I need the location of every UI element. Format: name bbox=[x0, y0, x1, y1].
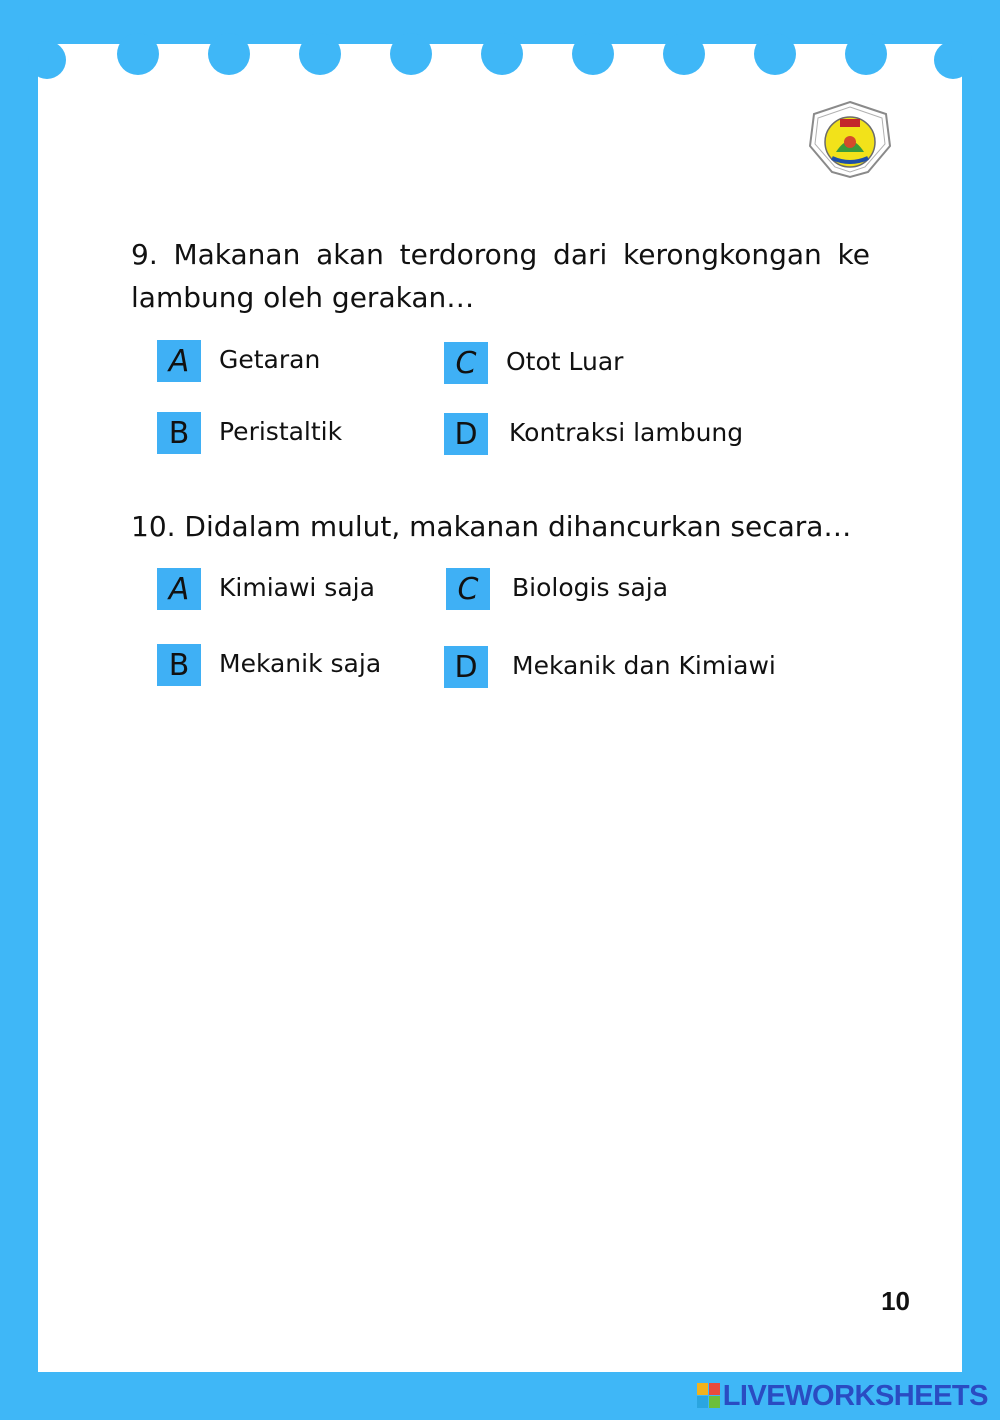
option-text: Otot Luar bbox=[506, 347, 624, 376]
liveworksheets-watermark[interactable] bbox=[697, 1378, 988, 1414]
option-text: Biologis saja bbox=[512, 573, 669, 602]
option-text: Kimiawi saja bbox=[219, 573, 375, 602]
option-letter-box: C bbox=[444, 342, 488, 384]
watermark-text: LIVEWORKSHEETS bbox=[722, 1379, 988, 1412]
option-letter-box: D bbox=[444, 646, 488, 688]
school-crest-logo bbox=[806, 98, 894, 180]
question-9-text: 9. Makanan akan terdorong dari kerongkongan ke lambung oleh gerakan… bbox=[131, 238, 870, 314]
option-text: Kontraksi lambung bbox=[509, 418, 744, 447]
option-letter-box: C bbox=[446, 568, 490, 610]
page-number: 10 bbox=[881, 1286, 910, 1316]
option-letter-box: B bbox=[157, 644, 201, 686]
option-letter-box: A bbox=[157, 568, 201, 610]
option-letter-box: B bbox=[157, 412, 201, 454]
option-letter-box: A bbox=[157, 340, 201, 382]
option-text: Mekanik saja bbox=[219, 649, 382, 678]
option-letter-box: D bbox=[444, 413, 488, 455]
liveworksheets-logo-icon bbox=[697, 1383, 721, 1409]
option-text: Peristaltik bbox=[219, 417, 343, 446]
option-text: Mekanik dan Kimiawi bbox=[512, 651, 776, 680]
option-text: Getaran bbox=[219, 345, 321, 374]
question-10-text: 10. Didalam mulut, makanan dihancurkan secara… bbox=[131, 510, 852, 543]
